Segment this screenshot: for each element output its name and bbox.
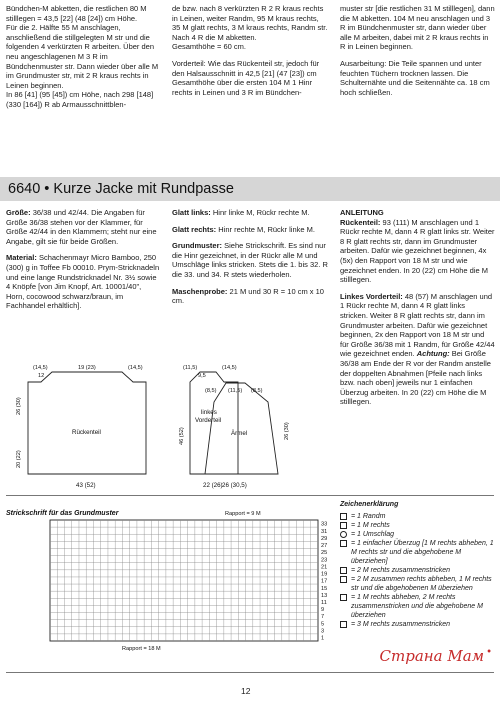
k3tog-icon xyxy=(340,621,347,628)
chart-row-number: 25 xyxy=(321,550,328,557)
legend-text: = 1 M rechts abheben, 2 M rechts zusammenstricken und die abgehobene M überziehen xyxy=(351,594,483,619)
legend-text: = 1 M rechts xyxy=(351,522,390,529)
paragraph: Gesamthöhe = 60 cm. xyxy=(172,42,246,52)
back-label: Rückenteil xyxy=(72,429,101,436)
slip-stitch-icon xyxy=(340,540,347,547)
rapport-top: Rapport = 9 M xyxy=(225,511,261,517)
chart-row-number: 23 xyxy=(321,557,328,564)
legend-text: = 1 Randm xyxy=(351,513,386,520)
legend-text: = 1 einfacher Überzug [1 M rechts abheben, 1 M rechts str und die abgehobene M überziehen] xyxy=(351,540,494,565)
chart-row-number: 27 xyxy=(321,543,328,550)
sizes-text: 36/38 und 42/44. Die Angaben für Größe 36/38 stehen vor der Klammer, für Größe 42/44 in den Klammern; steht nur eine Angabe, gilt sie für beide Größen. xyxy=(6,208,157,246)
front-top-dim-3: 9,5 xyxy=(198,373,206,379)
legend-item xyxy=(340,593,495,620)
sleeve-side-dim: 26 (30) xyxy=(284,422,290,440)
chart-row-number: 11 xyxy=(321,599,327,606)
vorderteil-paragraph xyxy=(340,292,495,407)
back-top-dim-1: (14,5) xyxy=(33,365,48,371)
watermark xyxy=(380,647,492,665)
glatt-links-label: Glatt links: xyxy=(172,208,211,217)
glatt-rechts-label: Glatt rechts: xyxy=(172,224,217,234)
maschenprobe-label: Maschenprobe: xyxy=(172,286,228,296)
instructions-heading: ANLEITUNG xyxy=(340,208,384,217)
front-piece-outline xyxy=(190,372,238,474)
separator-bottom xyxy=(6,672,494,673)
chart-row-number: 19 xyxy=(321,571,328,578)
paragraph: de bzw. nach 8 verkürzten R 2 R kraus rechts in Leinen, weiter Randm, 95 M kraus rechts, 35 M glatt rechts, 3 M kraus rechts, Randm str. Nach 4 R die M abketten. xyxy=(172,4,328,42)
maschenprobe-text: 21 M und 30 R = 10 cm x 10 cm. xyxy=(172,286,324,306)
legend-item xyxy=(340,539,495,566)
chart-row-numbers xyxy=(321,522,327,642)
glatt-links-text: Hinr linke M, Rückr rechte M. xyxy=(212,208,310,217)
back-side-dim-1: 26 (30) xyxy=(16,397,22,415)
grundmuster-label: Grundmuster: xyxy=(172,241,223,251)
yarn-over-icon xyxy=(340,531,347,538)
paragraph: muster str [die restlichen 31 M stilllegen], dann die M abketten. 104 M neu anschlagen und 3 R im Bündchenmuster str, dann wieder über alle M arbeiten, dabei mit 2 R kraus rechts in R in Leinen beginnen. xyxy=(340,4,495,52)
sk2p-icon xyxy=(340,594,347,601)
knit-stitch-icon xyxy=(340,522,347,529)
ruecken-label: Rückenteil: xyxy=(340,217,381,227)
back-top-dim-3: (14,5) xyxy=(128,365,143,371)
double-decrease-icon xyxy=(340,576,347,583)
legend-item xyxy=(340,575,495,593)
chart-row-number: 1 xyxy=(321,635,325,642)
front-side-dim: 46 (52) xyxy=(179,427,185,445)
back-bottom-dim: 43 (52) xyxy=(76,482,96,489)
rapport-bottom: Rapport = 18 M xyxy=(122,646,161,652)
legend-text: = 2 M rechts zusammenstricken xyxy=(351,567,451,574)
pattern-name: Kurze Jacke mit Rundpasse xyxy=(53,181,234,197)
grundmuster-paragraph xyxy=(172,241,328,279)
watermark-dot: • xyxy=(486,647,492,658)
grundmuster-text: Siehe Strickschrift. Es sind nur die Hinr gezeichnet, in der Rückr alle M und Umschläge links stricken. Stets die 1. bis 32. R die 33. und 34. R stets wiederholen. xyxy=(172,241,328,279)
info-column-left xyxy=(6,208,161,311)
paragraph: Bündchen-M abketten, die restlichen 80 M stilllegen = 43,5 [22] (48 [24]) cm Höhe. xyxy=(6,4,147,23)
sleeve-top-dim-3: (8,5) xyxy=(251,388,263,394)
separator xyxy=(6,495,494,496)
vorderteil-text: 48 (57) M anschlagen und 1 Rückr rechte M, dann 4 R glatt links stricken. Weiter 8 R glatt rechts str, dann im Grundmuster arbeiten. Dafür wie gezeichnet beginnen, 2x den Rapport von 18 M str und für Größe 36/38 mit 1 Randm, für Größe 42/44 wie gezeichnet enden. xyxy=(340,291,495,359)
chart-row-number: 3 xyxy=(321,628,325,635)
legend-item xyxy=(340,566,495,575)
sizes-paragraph xyxy=(6,208,161,246)
info-column-middle xyxy=(172,208,328,306)
chart-row-number: 29 xyxy=(321,535,328,542)
sleeve-top-dim-2: (11,5) xyxy=(228,388,243,394)
legend-item xyxy=(340,512,495,521)
sleeve-outline xyxy=(205,383,278,474)
pattern-title xyxy=(8,180,234,198)
ruecken-text: 93 (111) M anschlagen und 1 Rückr rechte M, dann 4 R glatt links str. Weiter 8 R glatt rechts str, dann im Grundmuster arbeiten. Dafür wie gezeichnet beginnen, 4x (5x) den Rapport von 18 M str und wie gezeichnet enden. In 20 (22) cm Höhe die M stilllegen. xyxy=(340,217,495,285)
paragraph: Für die 2. Hälfte 55 M anschlagen, anschließend die stillgelegten M str und die folgenden 4 verkürzten R arbeiten. Über den neu angeschlagenen M 3 R im Bündchenmuster str. Dann wieder über alle M im Grundmuster str, mit 2 R kraus rechts in Leinen beginnen. xyxy=(6,23,159,90)
legend-text: = 3 M rechts zusammenstricken xyxy=(351,621,451,628)
watermark-text: Страна Мам xyxy=(379,647,485,665)
glatt-rechts-text: Hinr rechte M, Rückr linke M. xyxy=(218,224,315,234)
k2tog-icon xyxy=(340,567,347,574)
edge-stitch-icon xyxy=(340,513,347,520)
chart-row-number: 33 xyxy=(321,521,328,528)
maschenprobe-paragraph xyxy=(172,287,328,306)
front-top-dim-1: (11,5) xyxy=(183,365,198,371)
front-top-dim-2: (14,5) xyxy=(222,365,237,371)
title-banner xyxy=(0,177,500,201)
sizes-label: Größe: xyxy=(6,208,31,217)
top-column-3 xyxy=(340,4,495,97)
chart-row-number: 15 xyxy=(321,585,328,592)
glatt-rechts-paragraph xyxy=(172,225,328,235)
title-bullet: • xyxy=(44,181,54,197)
vorderteil-label: Linkes Vorderteil: xyxy=(340,291,403,301)
legend-item xyxy=(340,521,495,530)
chart-frame xyxy=(50,520,318,641)
front-bottom-dim: 22 (26) xyxy=(203,482,223,489)
legend-item xyxy=(340,530,495,539)
legend-text: = 1 Umschlag xyxy=(351,531,394,538)
material-text: Schachenmayr Micro Bamboo, 250 (300) g in Toffee Fb 00010. Prym-Stricknadeln und eine lange Rundstricknadel Nr. 3½ sowie 4 Knöpfe [von Jim Knopf, Art. 10001/40", Horn, cocowood schwarz/braun, im Fachhandel erhältlich]. xyxy=(6,253,160,311)
glatt-links-paragraph xyxy=(172,208,328,218)
back-top-dim-4: 12 xyxy=(38,373,45,379)
chart-cells xyxy=(50,520,318,641)
back-top-dim-2: 19 (23) xyxy=(78,365,96,371)
achtung-label: Achtung: xyxy=(416,349,450,359)
chart-row-number: 13 xyxy=(321,592,328,599)
sleeve-label: Ärmel xyxy=(231,430,248,437)
legend-title: Zeichenerklärung xyxy=(340,501,399,508)
chart-row-number: 31 xyxy=(321,528,328,535)
achtung-text: Bei Größe 36/38 am Ende der R vor der Randm anstelle der doppelten Abnahmen [Pfeile nach links bzw. nach oben] jeweils nur 1 einfachen Überzug arbeiten. In 20 (22) cm Höhe die M stilllegen. xyxy=(340,349,491,407)
chart-row-number: 5 xyxy=(321,621,325,628)
back-side-dim-2: 20 (22) xyxy=(16,450,22,468)
material-label: Material: xyxy=(6,253,37,263)
page-number: 12 xyxy=(241,686,251,696)
instructions-column xyxy=(340,208,495,407)
paragraph: Ausarbeitung: Die Teile spannen und unter feuchten Tüchern trocknen lassen. Die Schulternähte und die Seitennähte ca. 18 cm hoch schließen. xyxy=(340,58,490,97)
front-label-line2: Vorderteil xyxy=(195,417,222,424)
legend xyxy=(340,500,495,629)
top-column-1 xyxy=(6,4,161,110)
sleeve-bottom-dim: 26 (30,5) xyxy=(222,482,247,489)
top-column-2 xyxy=(172,4,328,97)
pattern-number: 6640 xyxy=(8,181,41,197)
chart-row-number: 9 xyxy=(321,607,325,614)
ruecken-paragraph xyxy=(340,218,495,285)
sleeve-top-dim-1: (8,5) xyxy=(205,388,217,394)
legend-text: = 2 M zusammen rechts abheben, 1 M rechts str und die abgehobenen M überziehen xyxy=(351,576,492,592)
paragraph: In 86 [41] (95 [45]) cm Höhe, nach 298 [148] (330 [164]) R ab Armausschnittblen- xyxy=(6,90,154,109)
chart-row-number: 7 xyxy=(321,614,325,621)
chart-title: Strickschrift für das Grundmuster xyxy=(6,510,119,517)
front-label-line1: linkes xyxy=(201,409,217,416)
paragraph: Vorderteil: Wie das Rückenteil str, jedoch für den Halsausschnitt in 42,5 [21] (47 [23]) cm Gesamthöhe über die ersten 104 M 1 Hinr rechts in Leinen und 3 R im Bündchen- xyxy=(172,58,320,97)
legend-item xyxy=(340,620,495,629)
material-paragraph xyxy=(6,253,161,311)
back-piece-outline xyxy=(28,372,146,474)
chart-row-number: 21 xyxy=(321,564,328,571)
chart-row-number: 17 xyxy=(321,578,328,585)
